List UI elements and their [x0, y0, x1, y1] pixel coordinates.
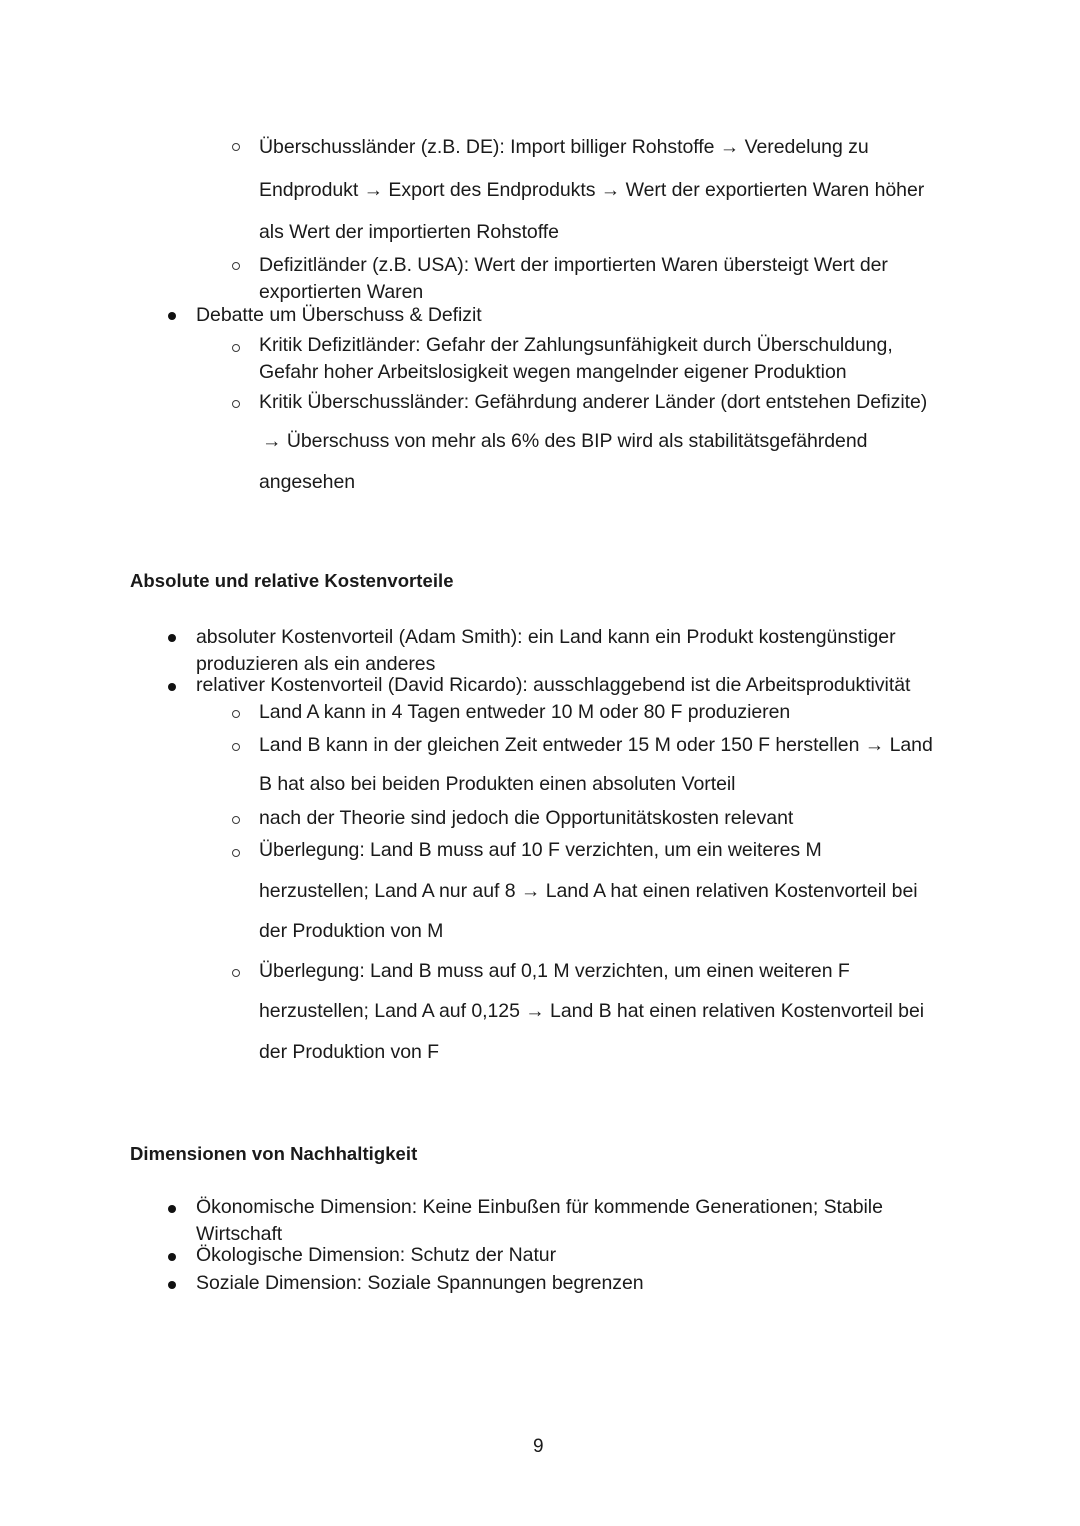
list-item: absoluter Kostenvorteil (Adam Smith): ein Land kann ein Produkt kostengünstiger — [196, 626, 896, 648]
list-bullet-hollow — [232, 816, 240, 824]
list-item-continuation: Wirtschaft — [196, 1223, 283, 1245]
list-item: Überschussländer (z.B. DE): Import billiger Rohstoffe → Veredelung zu — [259, 136, 869, 158]
list-bullet-filled — [168, 634, 176, 642]
list-bullet-filled — [168, 1253, 176, 1261]
list-bullet-filled — [168, 1281, 176, 1289]
list-item: Überlegung: Land B muss auf 10 F verzichten, um ein weiteres M — [259, 839, 822, 861]
list-item-continuation: exportierten Waren — [259, 281, 424, 303]
list-item: Debatte um Überschuss & Defizit — [196, 304, 482, 326]
list-item-continuation: als Wert der importierten Rohstoffe — [259, 221, 559, 243]
list-bullet-hollow — [232, 710, 240, 718]
list-item: Kritik Überschussländer: Gefährdung anderer Länder (dort entstehen Defizite) — [259, 391, 928, 413]
list-item: Defizitländer (z.B. USA): Wert der importierten Waren übersteigt Wert der — [259, 254, 888, 276]
section-heading: Dimensionen von Nachhaltigkeit — [130, 1143, 418, 1164]
list-item-continuation: B hat also bei beiden Produkten einen absoluten Vorteil — [259, 773, 736, 795]
list-item: Soziale Dimension: Soziale Spannungen begrenzen — [196, 1272, 644, 1294]
list-bullet-hollow — [232, 262, 240, 270]
list-bullet-filled — [168, 312, 176, 320]
list-bullet-hollow — [232, 143, 240, 151]
section-heading: Absolute und relative Kostenvorteile — [130, 570, 454, 591]
list-bullet-filled — [168, 1205, 176, 1213]
list-item-continuation: → Überschuss von mehr als 6% des BIP wird als stabilitätsgefährdend — [262, 430, 868, 452]
list-item-continuation: Endprodukt → Export des Endprodukts → Wert der exportierten Waren höher — [259, 179, 925, 201]
list-item-continuation: angesehen — [259, 471, 356, 493]
list-bullet-hollow — [232, 849, 240, 857]
list-bullet-hollow — [232, 400, 240, 408]
list-item: Ökologische Dimension: Schutz der Natur — [196, 1244, 557, 1266]
list-item: Kritik Defizitländer: Gefahr der Zahlungsunfähigkeit durch Überschuldung, — [259, 334, 893, 356]
list-item: relativer Kostenvorteil (David Ricardo): ausschlaggebend ist die Arbeitsproduktivität — [196, 674, 911, 696]
page-number: 9 — [533, 1436, 544, 1457]
list-item-continuation: der Produktion von M — [259, 920, 444, 942]
list-bullet-hollow — [232, 344, 240, 352]
list-item-continuation: herzustellen; Land A nur auf 8 → Land A hat einen relativen Kostenvorteil bei — [259, 880, 918, 902]
list-bullet-hollow — [232, 743, 240, 751]
list-item-continuation: produzieren als ein anderes — [196, 653, 436, 675]
list-bullet-hollow — [232, 969, 240, 977]
list-item: Überlegung: Land B muss auf 0,1 M verzichten, um einen weiteren F — [259, 960, 850, 982]
list-item-continuation: herzustellen; Land A auf 0,125 → Land B hat einen relativen Kostenvorteil bei — [259, 1000, 925, 1022]
list-item-continuation: der Produktion von F — [259, 1041, 440, 1063]
list-item: Ökonomische Dimension: Keine Einbußen für kommende Generationen; Stabile — [196, 1196, 883, 1218]
list-item: Land A kann in 4 Tagen entweder 10 M oder 80 F produzieren — [259, 701, 791, 723]
list-item: Land B kann in der gleichen Zeit entweder 15 M oder 150 F herstellen → Land — [259, 734, 933, 756]
list-item-continuation: Gefahr hoher Arbeitslosigkeit wegen mangelnder eigener Produktion — [259, 361, 847, 383]
list-item: nach der Theorie sind jedoch die Opportunitätskosten relevant — [259, 807, 794, 829]
list-bullet-filled — [168, 683, 176, 691]
